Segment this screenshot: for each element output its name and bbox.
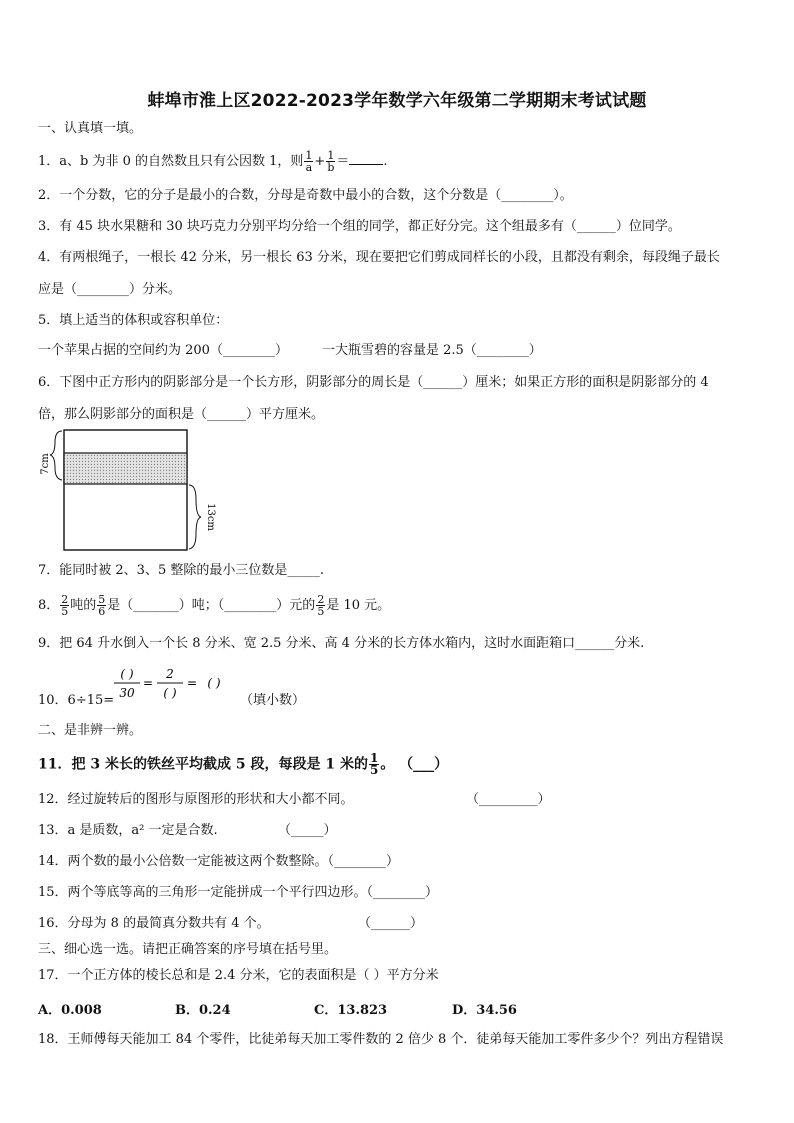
q17-option-c[interactable]: C．13.823 bbox=[314, 1003, 388, 1018]
question-8: 8． $\frac{2}{5}$ 吨的 $\frac{5}{6}$ 是（_______）吨；（________）元的 $\frac{2}{5}$ 是 10 元。 bbox=[38, 593, 391, 618]
svg-text:=: = bbox=[142, 676, 154, 690]
square-diagram-svg bbox=[36, 424, 216, 554]
svg-text:2: 2 bbox=[166, 667, 174, 681]
question-9: 9．把 64 升水倒入一个长 8 分米、宽 2.5 分米、高 4 分米的长方体水箱内，这时水面距箱口______分米. bbox=[38, 636, 645, 651]
question-17: 17．一个正方体的棱长总和是 2.4 分米，它的表面积是（ ）平方分米 bbox=[38, 968, 439, 983]
question-6-line-1: 6．下图中正方形内的阴影部分是一个长方形，阴影部分的周长是（______）厘米；如果正方形的面积是阴影部分的 4 bbox=[38, 375, 709, 390]
question-16: 16．分母为 8 的最简真分数共有 4 个。 （______） bbox=[38, 916, 424, 931]
question-3: 3．有 45 块水果糖和 30 块巧克力分别平均分给一个组的同学，都正好分完。这个组最多有（______）位同学。 bbox=[38, 219, 681, 234]
question-5-intro: 5．填上适当的体积或容积单位： bbox=[38, 313, 229, 328]
svg-text:30: 30 bbox=[119, 686, 135, 700]
q1-text: 1．a、b 为非 0 的自然数且只有公因数 1，则 bbox=[38, 154, 304, 169]
question-4-line-1: 4．有两根绳子，一根长 42 分米，另一根长 63 分米，现在要把它们剪成同样长的小段，且都没有剩余，每段绳子最长 bbox=[38, 250, 720, 265]
square-diagram bbox=[36, 424, 216, 558]
q11-fraction: $\frac{1}{5}$ bbox=[369, 751, 379, 777]
svg-text:( ): ( ) bbox=[163, 686, 177, 700]
q1-fraction-2: $\frac{1}{b}$ bbox=[327, 149, 335, 174]
question-6-line-2: 倍，那么阴影部分的面积是（______）平方厘米。 bbox=[38, 407, 325, 422]
question-11: 11．把 3 米长的铁丝平均截成 5 段，每段是 1 米的 $\frac{1}{5}$ 。 （___） bbox=[38, 751, 449, 777]
q17-option-a[interactable]: A．0.008 bbox=[38, 1003, 102, 1018]
question-12: 12．经过旋转后的图形与原图形的形状和大小都不同。 （_________） bbox=[38, 792, 551, 807]
q5-item-a: 一个苹果占据的空间约为 200（________） bbox=[38, 343, 288, 358]
q8-fraction-a: $\frac{2}{5}$ bbox=[61, 593, 69, 618]
question-7: 7．能同时被 2、3、5 整除的最小三位数是_____. bbox=[38, 563, 324, 578]
q12-answer-blank[interactable]: （_________） bbox=[466, 792, 551, 807]
page-title: 蚌埠市淮上区2022-2023学年数学六年级第二学期期末考试试题 bbox=[147, 91, 647, 111]
q10-math-svg bbox=[110, 665, 240, 707]
label-7cm: 7cm bbox=[40, 453, 51, 475]
svg-text:=: = bbox=[186, 676, 198, 690]
question-15: 15．两个等底等高的三角形一定能拼成一个平行四边形。（________） bbox=[38, 885, 439, 900]
question-4-line-2: 应是（________）分米。 bbox=[38, 282, 182, 297]
question-10-prefix: 10．6÷15= bbox=[38, 693, 115, 708]
section-2-title: 二、是非辨一辨。 bbox=[38, 723, 143, 738]
shaded-rectangle bbox=[64, 453, 187, 484]
svg-text:( ): ( ) bbox=[120, 667, 134, 681]
q10-fraction-chain bbox=[110, 665, 240, 707]
section-1-title: 一、认真填一填。 bbox=[38, 121, 143, 136]
outer-square bbox=[64, 430, 187, 550]
q1-fraction-1: $\frac{1}{a}$ bbox=[305, 149, 313, 174]
q8-fraction-c: $\frac{2}{5}$ bbox=[317, 593, 325, 618]
q17-option-d[interactable]: D．34.56 bbox=[452, 1003, 517, 1018]
q10-note: （填小数） bbox=[240, 693, 306, 708]
q17-option-b[interactable]: B．0.24 bbox=[175, 1003, 231, 1018]
label-13cm: 13cm bbox=[205, 503, 216, 531]
brace-13cm bbox=[189, 485, 201, 549]
q1-answer-blank[interactable] bbox=[349, 164, 383, 165]
question-1: 1．a、b 为非 0 的自然数且只有公因数 1，则 $\frac{1}{a}$ + $\frac{1}{b}$ ＝ . bbox=[38, 149, 388, 174]
q8-fraction-b: $\frac{5}{6}$ bbox=[98, 593, 106, 618]
question-18: 18．王师傅每天能加工 84 个零件，比徒弟每天加工零件数的 2 倍少 8 个．徒弟每天能加工零件多少个？列出方程错误 bbox=[38, 1032, 724, 1047]
question-13: 13．a 是质数，a² 一定是合数. （_____） bbox=[38, 823, 337, 838]
svg-text:( ): ( ) bbox=[207, 676, 221, 690]
question-2: 2．一个分数，它的分子是最小的合数，分母是奇数中最小的合数，这个分数是（________）。 bbox=[38, 188, 573, 203]
q13-answer-blank[interactable]: （_____） bbox=[278, 823, 337, 838]
q16-answer-blank[interactable]: （______） bbox=[358, 916, 424, 931]
question-5-items bbox=[38, 342, 768, 360]
section-3-title: 三、细心选一选。请把正确答案的序号填在括号里。 bbox=[38, 942, 338, 957]
q5-item-b: 一大瓶雪碧的容量是 2.5（________） bbox=[321, 343, 542, 358]
question-14: 14．两个数的最小公倍数一定能被这两个数整除。（________） bbox=[38, 854, 400, 869]
brace-7cm bbox=[50, 431, 62, 480]
